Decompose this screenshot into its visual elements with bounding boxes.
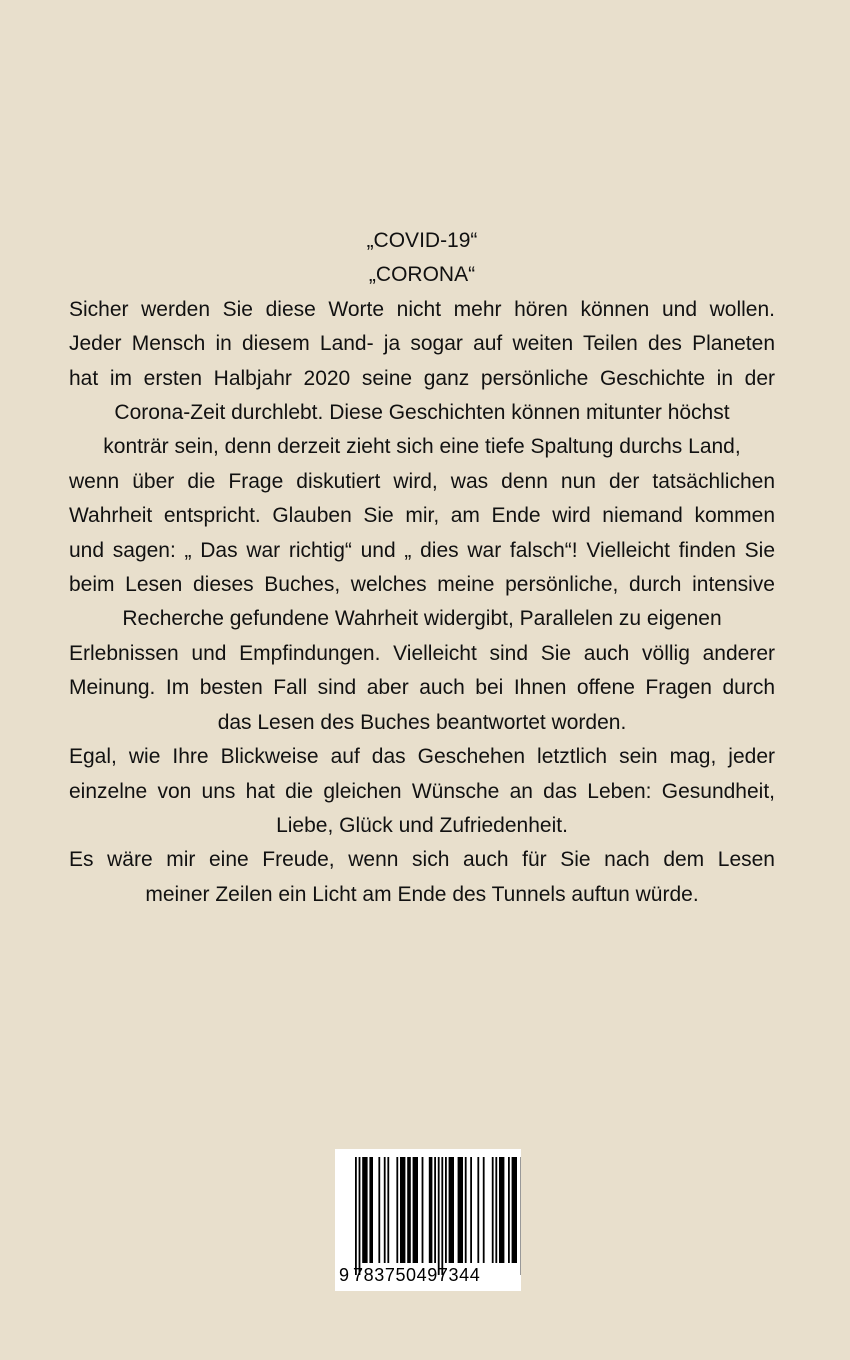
- barcode-bar: [449, 1157, 454, 1263]
- barcode-guard-bar: [355, 1157, 357, 1275]
- back-cover-blurb: [69, 224, 775, 912]
- barcode-bar: [458, 1157, 463, 1263]
- barcode-bar: [400, 1157, 405, 1263]
- paragraph-line: Wahrheit entspricht. Glauben Sie mir, am Ende wird niemand kommen: [69, 504, 775, 528]
- paragraph-line: Meinung. Im besten Fall sind aber auch bei Ihnen offene Fragen durch: [69, 676, 775, 700]
- paragraph-line: beim Lesen dieses Buches, welches meine persönliche, durch intensive: [69, 573, 775, 597]
- paragraph-line: Jeder Mensch in diesem Land- ja sogar auf weiten Teilen des Planeten: [69, 332, 775, 356]
- paragraph-line: hat im ersten Halbjahr 2020 seine ganz persönliche Geschichte in der: [69, 366, 775, 390]
- barcode-bar: [396, 1157, 398, 1263]
- barcode-bar: [492, 1157, 494, 1263]
- paragraph-line: wenn über die Frage diskutiert wird, was denn nun der tatsächlichen: [69, 469, 775, 493]
- paragraph-line: Egal, wie Ihre Blickweise auf das Geschehen letztlich sein mag, jeder: [69, 745, 775, 769]
- barcode-bar: [495, 1157, 497, 1263]
- barcode-bar: [508, 1157, 510, 1263]
- barcode-bar: [413, 1157, 418, 1263]
- barcode-bar: [387, 1157, 389, 1263]
- barcode-bar: [407, 1157, 411, 1263]
- barcode-bar: [422, 1157, 424, 1263]
- isbn-number: [339, 1264, 517, 1286]
- barcode-guard-bar: [441, 1157, 443, 1275]
- isbn-lead-digit: 9: [339, 1265, 350, 1285]
- isbn-barcode: [335, 1149, 521, 1291]
- barcode-bar: [470, 1157, 472, 1263]
- paragraph-1: [69, 293, 775, 740]
- paragraph-line: Liebe, Glück und Zufriedenheit.: [276, 813, 568, 837]
- barcode-bar: [499, 1157, 504, 1263]
- paragraph-line: Sicher werden Sie diese Worte nicht mehr hören können und wollen.: [69, 297, 775, 321]
- barcode-bar: [384, 1157, 386, 1263]
- isbn-digits: 783750497344: [353, 1265, 481, 1285]
- barcode-bar: [477, 1157, 479, 1263]
- paragraph-line: Recherche gefundene Wahrheit widergibt, Parallelen zu eigenen: [122, 607, 722, 631]
- barcode-bar: [465, 1157, 467, 1263]
- paragraph-line: Es wäre mir eine Freude, wenn sich auch für Sie nach dem Lesen: [69, 848, 775, 872]
- paragraph-line: das Lesen des Buches beantwortet worden.: [217, 710, 627, 734]
- barcode-bar: [429, 1157, 433, 1263]
- paragraph-3: [69, 843, 775, 912]
- heading-covid: „COVID-19“: [366, 229, 478, 252]
- barcode-bar: [362, 1157, 367, 1263]
- paragraph-line: Erlebnissen und Empfindungen. Vielleicht sind Sie auch völlig anderer: [69, 641, 775, 665]
- barcode-bar: [378, 1157, 380, 1263]
- paragraph-line: einzelne von uns hat die gleichen Wünsche an das Leben: Gesundheit,: [69, 779, 775, 803]
- barcode-bar: [369, 1157, 373, 1263]
- barcode-guard-bar: [359, 1157, 361, 1275]
- barcode-bar: [434, 1157, 436, 1263]
- barcode-bar: [445, 1157, 447, 1263]
- paragraph-line: Corona-Zeit durchlebt. Diese Geschichten können mitunter höchst: [114, 401, 730, 425]
- barcode-bar: [512, 1157, 517, 1263]
- paragraph-line: und sagen: „ Das war richtig“ und „ dies war falsch“! Vielleicht finden Sie: [69, 538, 775, 562]
- paragraph-line: meiner Zeilen ein Licht am Ende des Tunnels auftun würde.: [145, 882, 699, 906]
- paragraph-2: [69, 740, 775, 843]
- paragraph-line: konträr sein, denn derzeit zieht sich eine tiefe Spaltung durchs Land,: [103, 435, 741, 459]
- barcode-guard-bar: [438, 1157, 440, 1275]
- barcode-bar: [483, 1157, 485, 1263]
- blurb-paragraphs: [69, 293, 775, 912]
- heading-corona: „CORONA“: [368, 263, 476, 287]
